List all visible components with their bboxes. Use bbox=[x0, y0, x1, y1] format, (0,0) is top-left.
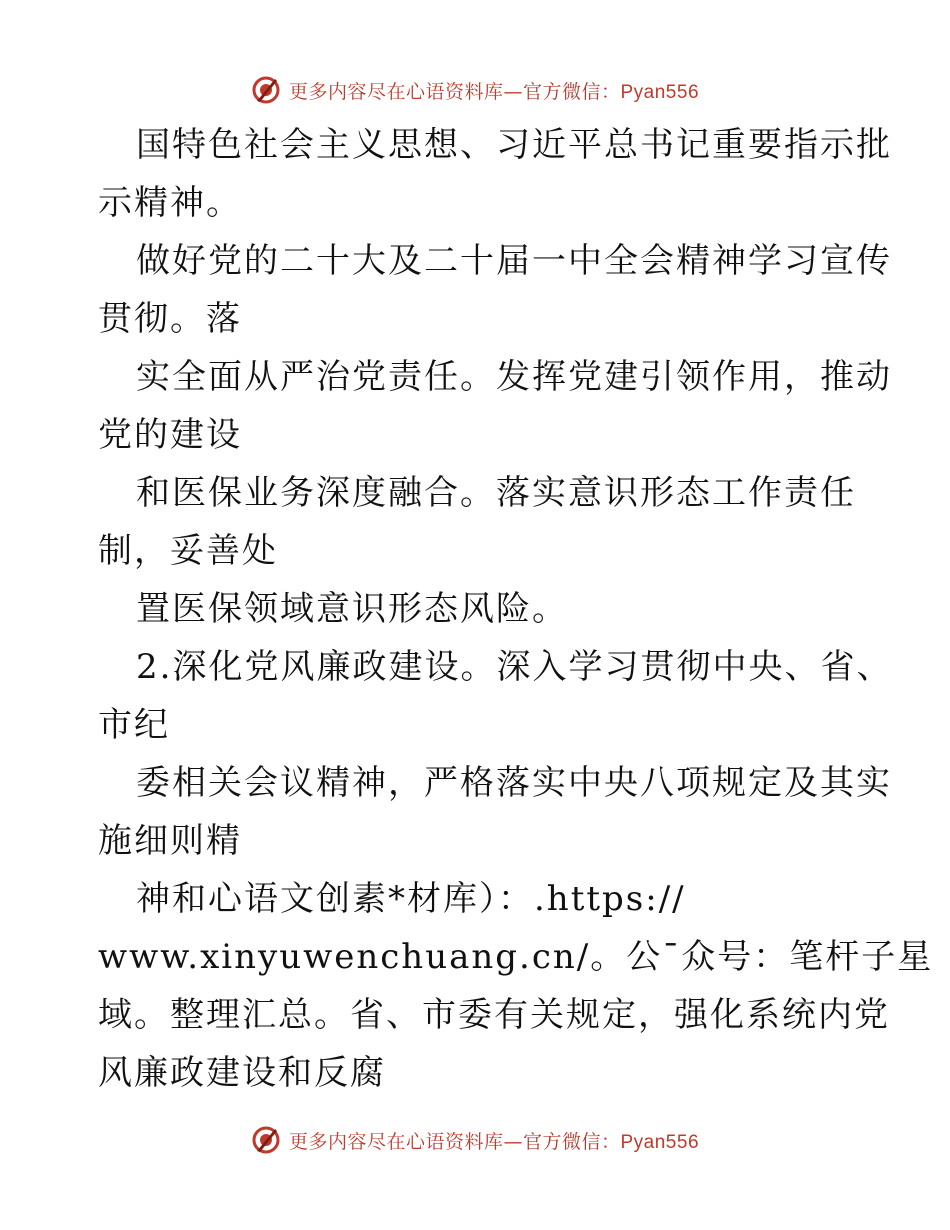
text-line: 2.深化党风廉政建设。深入学习贯彻中央、省、 bbox=[136, 647, 893, 687]
pen-circle-logo-icon bbox=[251, 75, 281, 105]
text-line: 制，妥善处 bbox=[98, 531, 278, 571]
text-line: 委相关会议精神，严格落实中央八项规定及其实 bbox=[136, 763, 892, 803]
text-line: 神和心语文创素*材库）：.https:// bbox=[136, 879, 686, 919]
pen-circle-logo-icon bbox=[251, 1125, 281, 1155]
text-line: 置医保领域意识形态风险。 bbox=[136, 589, 568, 629]
text-line: 和医保业务深度融合。落实意识形态工作责任 bbox=[136, 473, 856, 513]
text-line: 域。整理汇总。省、市委有关规定，强化系统内党 bbox=[98, 995, 890, 1035]
watermark-wechat-label: 官方微信： bbox=[522, 80, 621, 103]
watermark-prefix: 更多内容尽在心语资料库 bbox=[288, 80, 504, 103]
watermark-prefix: 更多内容尽在心语资料库 bbox=[288, 1130, 504, 1153]
text-line: 党的建设 bbox=[98, 415, 242, 455]
text-line: 风廉政建设和反腐 bbox=[98, 1053, 386, 1093]
text-line: 国特色社会主义思想、习近平总书记重要指示批 bbox=[136, 125, 892, 165]
watermark-separator: — bbox=[503, 1130, 523, 1153]
text-line: 实全面从严治党责任。发挥党建引领作用，推动 bbox=[136, 357, 892, 397]
text-line: 做好党的二十大及二十届一中全会精神学习宣传 bbox=[136, 241, 892, 281]
watermark-text bbox=[289, 77, 699, 104]
text-line: 贯彻。落 bbox=[98, 299, 242, 339]
text-line: www.xinyuwenchuang.cn/。公¯众号：笔杆子星 bbox=[98, 937, 934, 977]
document-body bbox=[98, 116, 934, 1102]
text-line: 施细则精 bbox=[98, 821, 242, 861]
watermark-wechat-id: Pyan556 bbox=[620, 81, 700, 103]
text-line: 市纪 bbox=[98, 705, 170, 745]
text-line: 示精神。 bbox=[98, 183, 242, 223]
watermark-wechat-label: 官方微信： bbox=[522, 1130, 621, 1153]
watermark-banner-top bbox=[0, 70, 950, 110]
watermark-banner-bottom bbox=[0, 1120, 950, 1160]
watermark-separator: — bbox=[503, 80, 523, 103]
watermark-text bbox=[289, 1127, 699, 1154]
watermark-wechat-id: Pyan556 bbox=[620, 1131, 700, 1153]
